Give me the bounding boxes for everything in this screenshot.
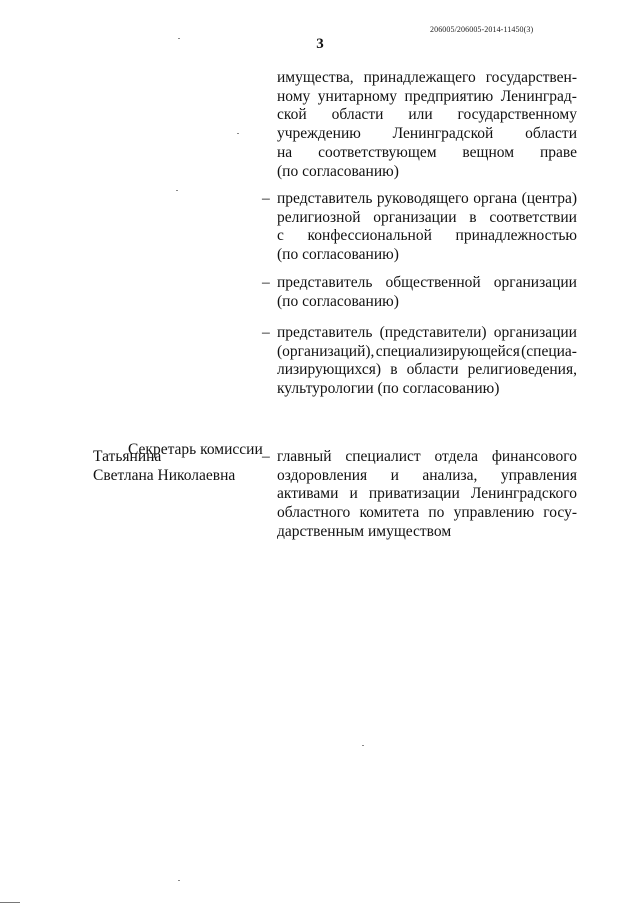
word: ному (277, 87, 311, 105)
member-public-org (277, 274, 577, 311)
word: (центра) (521, 190, 577, 207)
text-line (277, 88, 577, 107)
text-line: культурологии (по согласованию) (277, 380, 500, 398)
word: Ленинград- (500, 87, 577, 105)
member-religious-org (277, 190, 577, 265)
text-line (277, 467, 577, 486)
text-line (277, 504, 577, 523)
word: представитель (277, 324, 373, 341)
word: приватизации (368, 485, 460, 503)
word: (организаций), (277, 342, 375, 360)
word: управлению (453, 504, 535, 522)
word: вещном (462, 143, 515, 161)
word: управления (500, 466, 577, 484)
text-line: дарственным имуществом (277, 522, 452, 540)
word: имущества, (277, 69, 354, 86)
word: организации (493, 274, 577, 291)
word: по (428, 504, 445, 522)
list-dash: – (262, 190, 270, 207)
word: общественной (385, 274, 481, 291)
text-line (277, 343, 577, 362)
word: на (277, 143, 293, 161)
scan-speck (237, 133, 239, 134)
word: госу- (543, 504, 577, 522)
word: организации (493, 324, 577, 341)
text-line: (по согласованию) (277, 292, 399, 310)
member-specialized-org (277, 324, 577, 399)
word: Ленинградского (470, 485, 577, 503)
word: анализа, (422, 466, 478, 484)
text-line: (по согласованию) (277, 162, 399, 180)
text-line (277, 190, 577, 209)
text-line (277, 144, 577, 163)
word: учреждению (277, 125, 361, 143)
word: организации (373, 208, 457, 226)
word: религиозной (277, 208, 361, 226)
word: соответствующем (318, 143, 437, 161)
document-id: 206005/206005-2014-11450(3) (430, 25, 534, 34)
word: принадлежностью (455, 227, 577, 245)
text-line (277, 69, 577, 88)
scan-speck (178, 38, 180, 39)
text-line (277, 274, 577, 293)
word: праве (539, 143, 577, 161)
word: конфессиональной (307, 227, 432, 245)
word: лизирующихся) (277, 361, 382, 379)
secretary-surname: Татьянина (93, 448, 162, 465)
text-line (277, 227, 577, 246)
word: в (390, 361, 398, 379)
list-dash: – (262, 324, 270, 341)
word: комитета (359, 504, 420, 522)
word: соответствии (489, 208, 577, 226)
text-line (277, 324, 577, 343)
word: или (408, 106, 433, 124)
secretary-given-names: Светлана Николаевна (93, 466, 236, 484)
word: представитель (277, 190, 373, 207)
word: руководящего (376, 190, 469, 207)
scan-speck (176, 190, 178, 191)
word: государствен- (485, 69, 577, 86)
list-dash: – (262, 448, 270, 465)
scan-speck (178, 880, 180, 881)
secretary-position (277, 448, 577, 542)
text-line (277, 106, 577, 125)
word: оздоровления (277, 466, 368, 484)
text-line (277, 361, 577, 380)
text-line (277, 209, 577, 228)
word: специалист (345, 448, 421, 465)
word: религиоведения, (467, 361, 577, 379)
secretary-heading: Секретарь комиссии (128, 441, 263, 458)
text-line: (по согласованию) (277, 246, 399, 264)
continuation-paragraph (277, 69, 577, 181)
word: областного (277, 504, 351, 522)
text-line (277, 485, 577, 504)
word: области (331, 106, 384, 124)
scan-edge-mark (0, 902, 20, 903)
word: области (525, 125, 577, 143)
word: финансового (491, 448, 577, 465)
word: области (406, 361, 459, 379)
text-line (277, 448, 577, 467)
word: органа (473, 190, 518, 207)
word: принадлежащего (363, 69, 476, 86)
word: в (469, 208, 477, 226)
secretary-name (93, 448, 235, 485)
page-number: 3 (316, 36, 324, 52)
word: унитарному (317, 87, 398, 105)
list-dash: – (262, 274, 270, 291)
text-line (277, 125, 577, 144)
word: главный (277, 448, 332, 465)
word: (представители) (379, 324, 487, 341)
word: ской (277, 106, 307, 124)
word: с (277, 227, 284, 245)
word: активами (277, 485, 339, 503)
word: Ленинградской (392, 125, 494, 143)
word: (специа- (521, 342, 577, 360)
word: отдела (434, 448, 479, 465)
word: представитель (277, 274, 373, 291)
word: специализирующейся (375, 342, 520, 360)
scan-speck (362, 745, 364, 746)
word: и (390, 466, 399, 484)
word: и (349, 485, 358, 503)
word: государственному (457, 106, 577, 124)
word: предприятию (404, 87, 494, 105)
